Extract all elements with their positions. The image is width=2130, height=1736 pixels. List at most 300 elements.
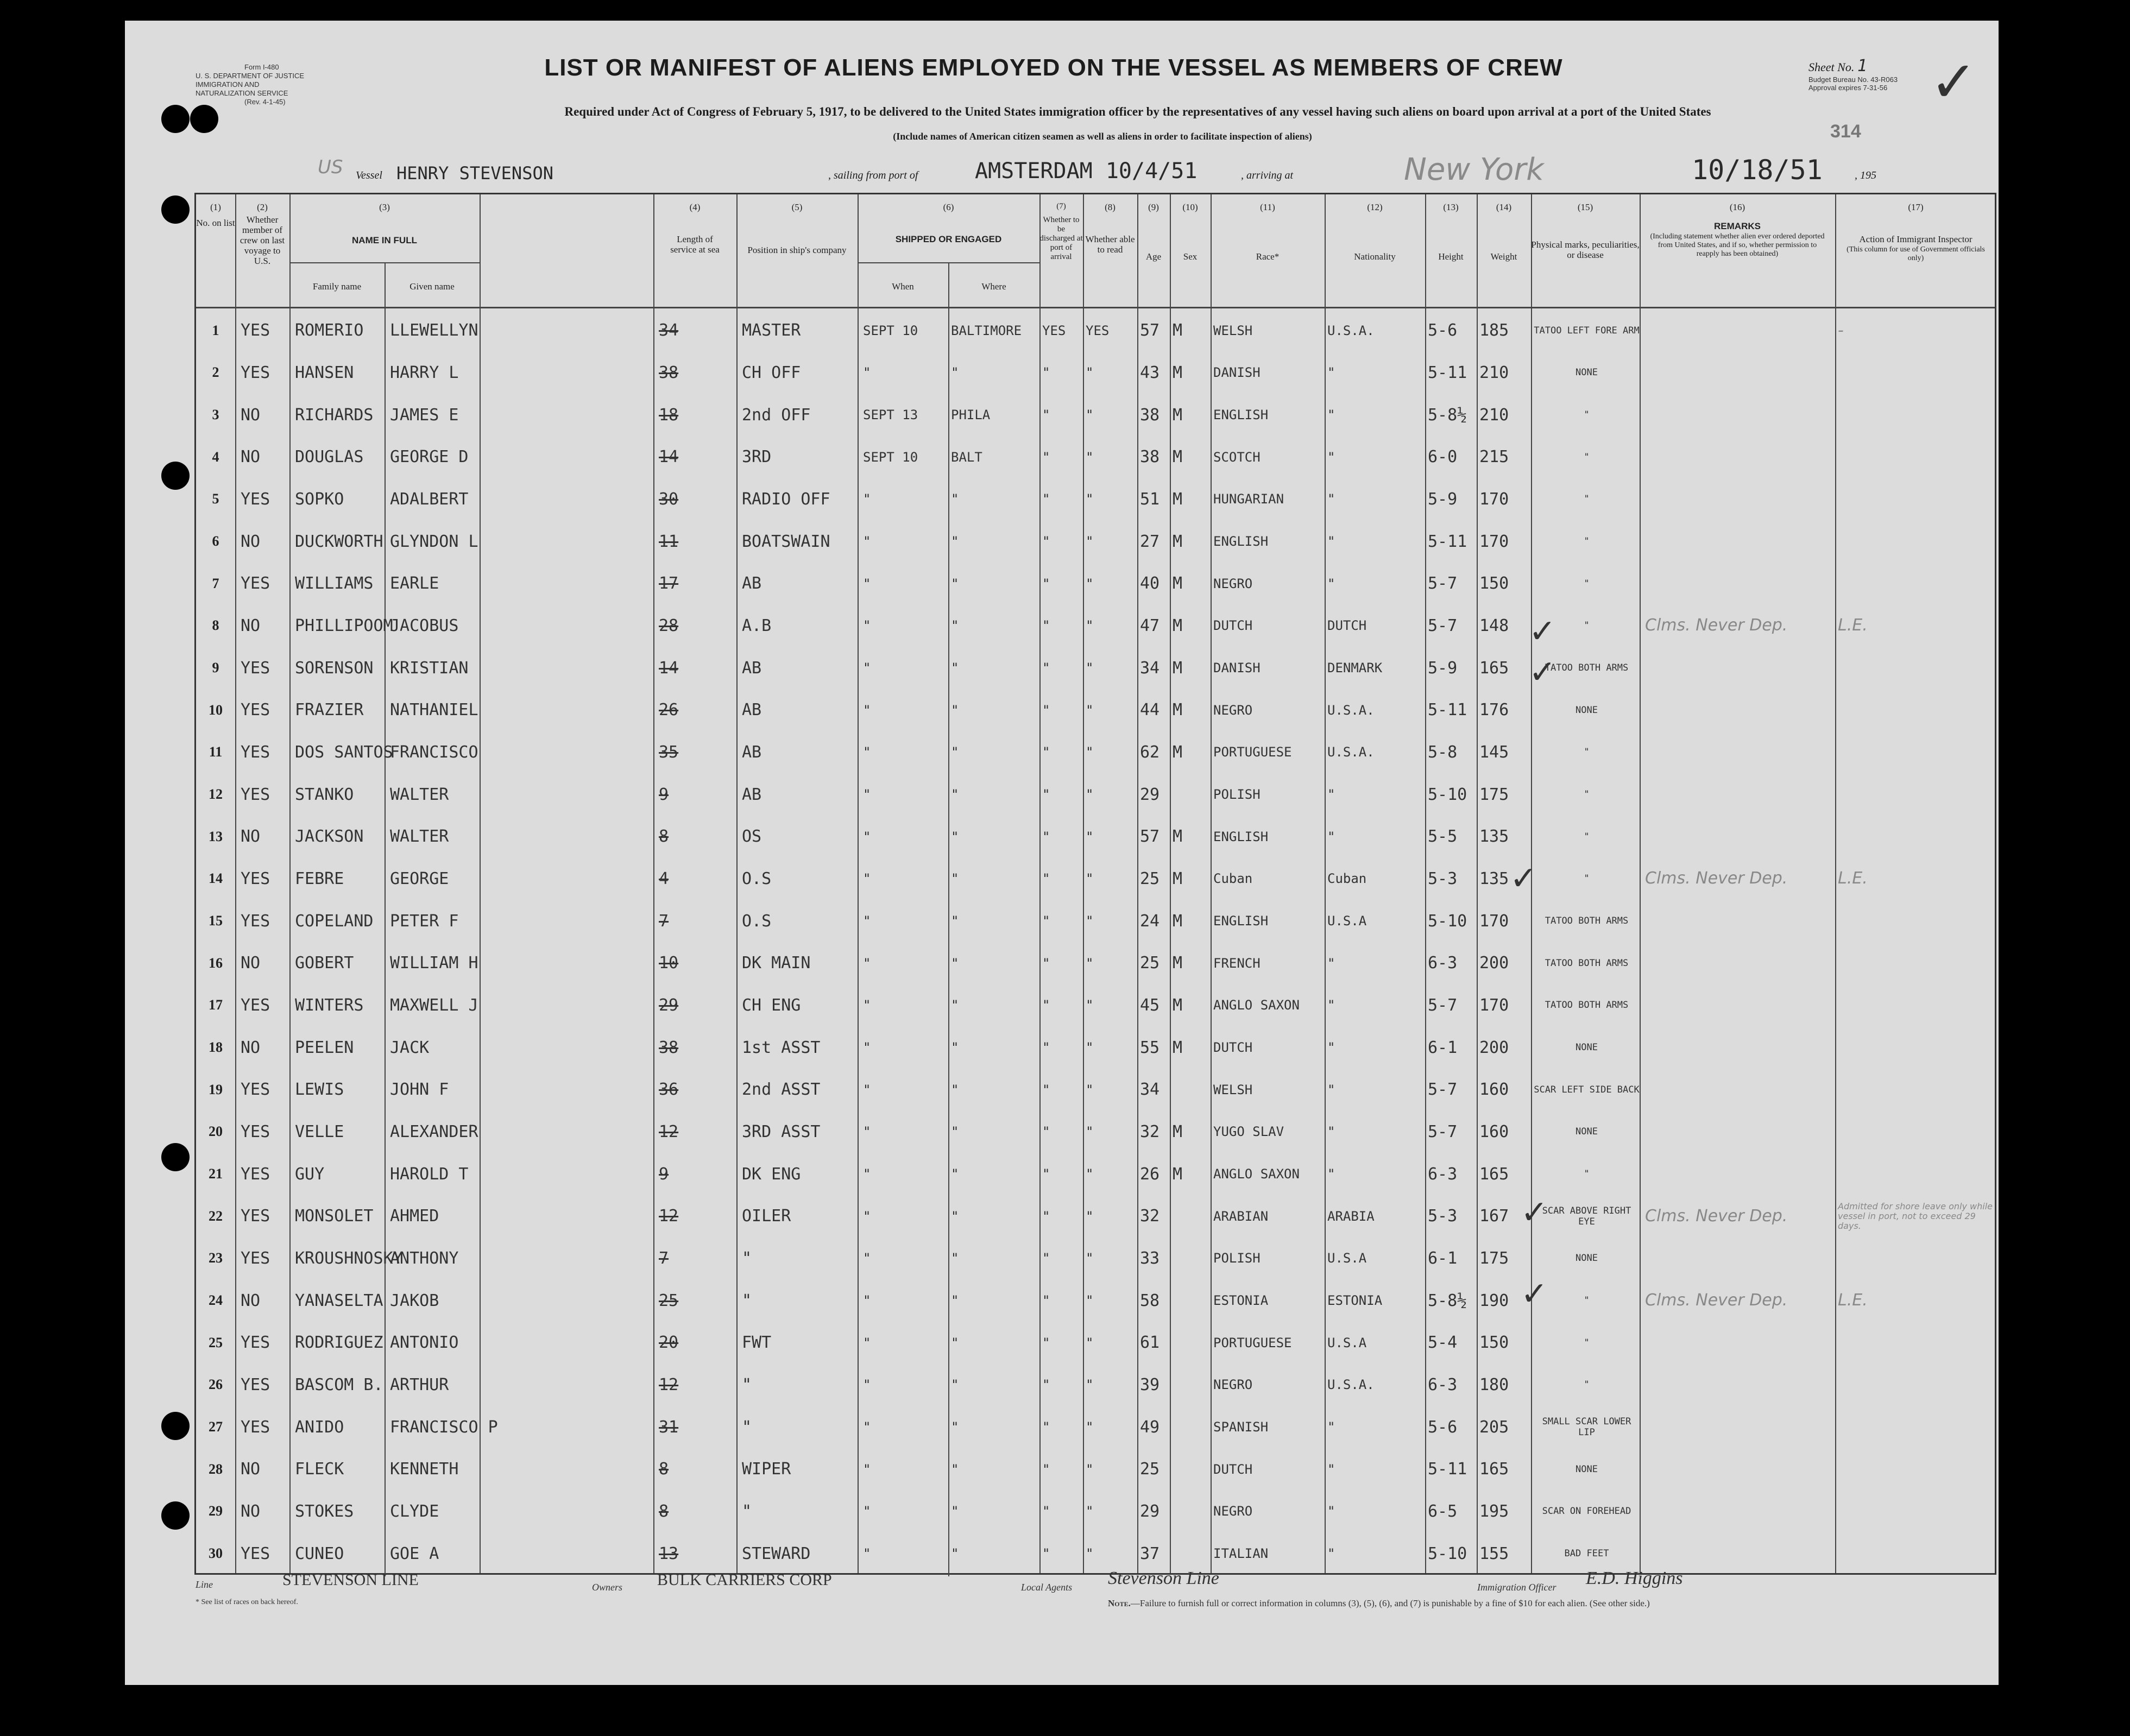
cell-marks: "	[1584, 409, 1590, 421]
cell-n: 10	[209, 702, 223, 718]
cell-marks: TATOO BOTH ARMS	[1545, 957, 1629, 969]
vessel-prefix: US	[318, 156, 343, 178]
cell-action	[1838, 816, 1995, 858]
cell-height: 5-3	[1428, 1207, 1458, 1226]
cell-sex	[1173, 1238, 1211, 1280]
cell-disch: "	[1042, 829, 1050, 844]
cell-marks: "	[1584, 1169, 1590, 1180]
cell-n: 9	[212, 660, 219, 676]
cell-family: WILLIAMS	[295, 574, 374, 594]
cell-action	[1838, 1532, 1995, 1575]
cell-position: "	[742, 1417, 752, 1437]
cell-given: AHMED	[390, 1207, 439, 1226]
cell-n: 29	[209, 1503, 223, 1519]
cell-service: 28	[659, 616, 679, 635]
cell-family: COPELAND	[295, 911, 374, 931]
cell-weight: 150	[1479, 1333, 1509, 1353]
cell-position: AB	[742, 658, 762, 678]
cell-action	[1838, 731, 1995, 774]
cell-read: "	[1086, 998, 1094, 1013]
cell-given: HAROLD T	[390, 1164, 469, 1184]
form-dept: U. S. DEPARTMENT OF JUSTICE	[196, 72, 305, 80]
table-row	[196, 1406, 1995, 1448]
cell-position: CH OFF	[742, 363, 801, 382]
table-row	[196, 647, 1995, 689]
cell-read: "	[1086, 1208, 1094, 1224]
cell-when: "	[863, 660, 871, 676]
cell-given: JACK	[390, 1038, 430, 1057]
cell-position: 1st ASST	[742, 1038, 821, 1057]
cell-race: FRENCH	[1213, 955, 1261, 971]
cell-marks: SCAR ABOVE RIGHT EYE	[1542, 1205, 1631, 1227]
cell-when: SEPT 10	[863, 449, 918, 465]
cell-weight: 200	[1479, 1038, 1509, 1057]
cell-sex: M	[1173, 1164, 1183, 1184]
cell-remarks	[1645, 1238, 1832, 1280]
cell-age: 32	[1140, 1207, 1160, 1226]
cell-race: DUTCH	[1213, 1040, 1253, 1056]
cell-height: 5-11	[1428, 363, 1467, 382]
cell-age: 33	[1140, 1248, 1160, 1268]
cell-marks: "	[1584, 1295, 1590, 1306]
cell-sex: M	[1173, 616, 1183, 635]
punch-hole	[190, 105, 218, 133]
cell-race: YUGO SLAV	[1213, 1124, 1284, 1140]
cell-weight: 195	[1479, 1501, 1509, 1521]
cell-disch: "	[1042, 1082, 1050, 1097]
vessel-line	[318, 151, 2001, 189]
table-row	[196, 816, 1995, 858]
cell-height: 5-10	[1428, 1544, 1467, 1563]
cell-service: 12	[659, 1375, 679, 1394]
header-col4: (4) Length of service at sea	[670, 202, 720, 255]
cell-given: JAKOB	[390, 1291, 439, 1310]
cell-sex: M	[1173, 1038, 1183, 1057]
cell-position: AB	[742, 700, 762, 720]
cell-n: 27	[209, 1419, 223, 1435]
table-row	[196, 436, 1995, 478]
cell-given: JAMES E	[390, 405, 459, 425]
header-col16: (16) REMARKS (Including statement whether alien ever ordered deported from United States, and if so, whether permission to reapply has been obtained)	[1650, 202, 1825, 258]
cell-sex: M	[1173, 911, 1183, 931]
cell-age: 34	[1140, 1080, 1160, 1100]
cell-nat: U.S.A	[1327, 1335, 1367, 1350]
table-row	[196, 689, 1995, 731]
footer-races-note: * See list of races on back hereof.	[196, 1598, 298, 1606]
cell-service: 12	[659, 1207, 679, 1226]
cell-service: 9	[659, 785, 669, 804]
sailing-label: , sailing from port of	[828, 169, 918, 181]
table-row	[196, 520, 1995, 563]
cell-when: "	[863, 1293, 871, 1309]
cell-action: -	[1838, 320, 1844, 340]
cell-service: 11	[659, 532, 679, 551]
cell-height: 5-5	[1428, 827, 1458, 847]
cell-service: 20	[659, 1333, 679, 1353]
cell-disch: "	[1042, 1251, 1050, 1266]
cell-weight: 155	[1479, 1544, 1509, 1563]
cell-family: ROMERIO	[295, 321, 364, 340]
cell-read: "	[1086, 407, 1094, 423]
cell-family: ANIDO	[295, 1417, 344, 1437]
cell-crew: NO	[241, 1501, 261, 1521]
header-col15: (15) Physical marks, peculiarities, or disease	[1531, 202, 1640, 260]
page-title: LIST OR MANIFEST OF ALIENS EMPLOYED ON THE VESSEL AS MEMBERS OF CREW	[544, 54, 1563, 81]
header-col6: (6) SHIPPED OR ENGAGED	[895, 202, 1002, 244]
cell-nat: "	[1327, 576, 1335, 591]
cell-age: 32	[1140, 1122, 1160, 1141]
cell-action	[1838, 436, 1995, 478]
cell-when: "	[863, 1166, 871, 1182]
cell-remarks	[1645, 478, 1832, 521]
cell-disch: "	[1042, 1166, 1050, 1182]
cell-family: FRAZIER	[295, 700, 364, 720]
cell-action: L.E.	[1838, 869, 1868, 888]
cell-crew: YES	[241, 742, 270, 762]
cell-height: 6-3	[1428, 954, 1458, 973]
cell-race: PORTUGUESE	[1213, 744, 1292, 760]
cell-race: ITALIAN	[1213, 1546, 1269, 1562]
cell-race: ARABIAN	[1213, 1208, 1269, 1224]
cell-where: "	[951, 913, 959, 929]
cell-when: "	[863, 913, 871, 929]
cell-marks: NONE	[1576, 1042, 1598, 1053]
cell-read: "	[1086, 913, 1094, 929]
cell-weight: 215	[1479, 447, 1509, 467]
cell-sex: M	[1173, 869, 1183, 888]
cell-race: ANGLO SAXON	[1213, 998, 1300, 1013]
cell-nat: "	[1327, 491, 1335, 507]
cell-action	[1838, 1111, 1995, 1153]
cell-crew: YES	[241, 1417, 270, 1437]
header-where: Where	[981, 281, 1006, 292]
cell-crew: NO	[241, 532, 261, 551]
cell-service: 7	[659, 1248, 669, 1268]
cell-race: NEGRO	[1213, 1504, 1253, 1519]
cell-remarks	[1645, 689, 1832, 731]
cell-service: 26	[659, 700, 679, 720]
cell-age: 47	[1140, 616, 1160, 635]
cell-remarks	[1645, 394, 1832, 436]
cell-read: "	[1086, 871, 1094, 887]
cell-height: 5-8½	[1428, 405, 1467, 425]
table-row	[196, 563, 1995, 605]
cell-disch: "	[1042, 787, 1050, 803]
cell-crew: NO	[241, 827, 261, 847]
cell-remarks	[1645, 773, 1832, 816]
cell-nat: ARABIA	[1327, 1208, 1375, 1224]
cell-where: "	[951, 534, 959, 550]
cell-when: "	[863, 1251, 871, 1266]
cell-family: FEBRE	[295, 869, 344, 888]
cell-remarks	[1645, 1069, 1832, 1111]
cell-where: "	[951, 1546, 959, 1562]
cell-n: 3	[212, 407, 219, 423]
cell-height: 6-3	[1428, 1375, 1458, 1394]
cell-position: WIPER	[742, 1460, 791, 1479]
cell-weight: 148	[1479, 616, 1509, 635]
cell-read: "	[1086, 1335, 1094, 1350]
cell-disch: "	[1042, 618, 1050, 634]
cell-position: O.S	[742, 869, 772, 888]
cell-action	[1838, 478, 1995, 521]
cell-sex: M	[1173, 995, 1183, 1015]
cell-weight: 210	[1479, 363, 1509, 382]
cell-nat: "	[1327, 829, 1335, 844]
cell-given: WALTER	[390, 785, 449, 804]
cell-action: L.E.	[1838, 616, 1868, 635]
cell-disch: "	[1042, 955, 1050, 971]
cell-where: "	[951, 491, 959, 507]
cell-position: "	[742, 1375, 752, 1394]
checkmark-row24: ✓	[1521, 1275, 1548, 1313]
checkmark-row22: ✓	[1521, 1194, 1548, 1232]
cell-race: ENGLISH	[1213, 407, 1269, 423]
cell-action	[1838, 1069, 1995, 1111]
cell-position: BOATSWAIN	[742, 532, 830, 551]
cell-weight: 170	[1479, 995, 1509, 1015]
cell-position: OILER	[742, 1207, 791, 1226]
cell-sex: M	[1173, 700, 1183, 720]
large-checkmark: ✓	[1933, 42, 1973, 118]
cell-read: "	[1086, 1082, 1094, 1097]
cell-nat: "	[1327, 787, 1335, 803]
cell-marks: "	[1584, 789, 1590, 800]
cell-service: 35	[659, 742, 679, 762]
cell-disch: "	[1042, 1504, 1050, 1519]
cell-height: 5-6	[1428, 321, 1458, 340]
cell-given: GLYNDON L	[390, 532, 478, 551]
cell-remarks	[1645, 436, 1832, 478]
cell-when: "	[863, 534, 871, 550]
cell-position: AB	[742, 574, 762, 594]
cell-n: 30	[209, 1545, 223, 1562]
cell-n: 19	[209, 1081, 223, 1097]
footer-owners-label: Owners	[592, 1582, 623, 1593]
cell-where: "	[951, 1166, 959, 1182]
table-row	[196, 984, 1995, 1027]
cell-race: SCOTCH	[1213, 449, 1261, 465]
cell-read: "	[1086, 1251, 1094, 1266]
cell-nat: Cuban	[1327, 871, 1367, 887]
cell-service: 8	[659, 827, 669, 847]
cell-marks: TATOO BOTH ARMS	[1545, 1000, 1629, 1011]
cell-remarks	[1645, 1406, 1832, 1448]
cell-n: 7	[212, 575, 219, 591]
cell-nat: "	[1327, 955, 1335, 971]
cell-age: 58	[1140, 1291, 1160, 1310]
cell-given: EARLE	[390, 574, 439, 594]
table-row	[196, 1238, 1995, 1280]
cell-when: "	[863, 1082, 871, 1097]
cell-marks: TATOO BOTH ARMS	[1545, 916, 1629, 927]
cell-nat: ESTONIA	[1327, 1293, 1383, 1309]
footer-officer-label: Immigration Officer	[1477, 1582, 1556, 1593]
cell-weight: 176	[1479, 700, 1509, 720]
cell-disch: "	[1042, 534, 1050, 550]
cell-disch: "	[1042, 744, 1050, 760]
cell-when: "	[863, 1208, 871, 1224]
cell-where: "	[951, 660, 959, 676]
cell-service: 30	[659, 489, 679, 509]
cell-age: 34	[1140, 658, 1160, 678]
cell-nat: U.S.A	[1327, 913, 1367, 929]
cell-race: WELSH	[1213, 1082, 1253, 1097]
arrival-date: 10/18/51	[1692, 154, 1823, 186]
cell-given: FRANCISCO	[390, 742, 478, 762]
cell-position: 3RD ASST	[742, 1122, 821, 1141]
cell-read: "	[1086, 1461, 1094, 1477]
cell-age: 39	[1140, 1375, 1160, 1394]
cell-service: 12	[659, 1122, 679, 1141]
arriving-label: , arriving at	[1241, 169, 1294, 181]
cell-disch: "	[1042, 660, 1050, 676]
cell-crew: NO	[241, 954, 261, 973]
cell-marks: TATOO LEFT FORE ARM	[1534, 325, 1640, 336]
cell-read: "	[1086, 1419, 1094, 1435]
cell-position: FWT	[742, 1333, 772, 1353]
cell-when: "	[863, 1546, 871, 1562]
punch-hole	[161, 105, 190, 133]
cell-position: "	[742, 1501, 752, 1521]
cell-family: GOBERT	[295, 954, 354, 973]
cell-remarks	[1645, 310, 1832, 352]
cell-height: 6-1	[1428, 1248, 1458, 1268]
cell-nat: "	[1327, 1040, 1335, 1056]
cell-when: "	[863, 1377, 871, 1393]
cell-n: 28	[209, 1461, 223, 1477]
cell-remarks	[1645, 1364, 1832, 1406]
cell-service: 31	[659, 1417, 679, 1437]
cell-crew: NO	[241, 616, 261, 635]
cell-n: 25	[209, 1334, 223, 1350]
cell-sex: M	[1173, 954, 1183, 973]
cell-where: "	[951, 1251, 959, 1266]
cell-family: FLECK	[295, 1460, 344, 1479]
cell-race: ENGLISH	[1213, 829, 1269, 844]
cell-weight: 175	[1479, 1248, 1509, 1268]
cell-family: LEWIS	[295, 1080, 344, 1100]
cell-height: 5-7	[1428, 574, 1458, 594]
cell-where: "	[951, 1082, 959, 1097]
cell-n: 14	[209, 870, 223, 887]
cell-family: JACKSON	[295, 827, 364, 847]
cell-where: "	[951, 955, 959, 971]
cell-position: AB	[742, 785, 762, 804]
cell-where: "	[951, 702, 959, 718]
cell-sex: M	[1173, 405, 1183, 425]
cell-age: 40	[1140, 574, 1160, 594]
cell-height: 5-9	[1428, 489, 1458, 509]
cell-remarks	[1645, 647, 1832, 689]
budget-bureau: Budget Bureau No. 43-R063	[1808, 75, 1898, 84]
cell-when: "	[863, 491, 871, 507]
cell-sex: M	[1173, 489, 1183, 509]
cell-remarks	[1645, 563, 1832, 605]
cell-crew: YES	[241, 1080, 270, 1100]
cell-service: 7	[659, 911, 669, 931]
cell-crew: YES	[241, 1248, 270, 1268]
table-row	[196, 1195, 1995, 1238]
cell-disch: "	[1042, 1546, 1050, 1562]
cell-remarks: Clms. Never Dep.	[1645, 616, 1788, 635]
cell-sex: M	[1173, 363, 1183, 382]
cell-given: JACOBUS	[390, 616, 459, 635]
cell-crew: YES	[241, 363, 270, 382]
cell-crew: YES	[241, 1164, 270, 1184]
cell-age: 57	[1140, 827, 1160, 847]
cell-nat: U.S.A.	[1327, 1377, 1375, 1393]
cell-sex	[1173, 1491, 1211, 1533]
cell-family: WINTERS	[295, 995, 364, 1015]
cell-sex: M	[1173, 742, 1183, 762]
cell-service: 29	[659, 995, 679, 1015]
cell-remarks: Clms. Never Dep.	[1645, 1291, 1788, 1310]
cell-where: "	[951, 1124, 959, 1140]
cell-given: CLYDE	[390, 1501, 439, 1521]
cell-action: Admitted for shore leave only while vessel in port, not to exceed 29 days.	[1838, 1201, 1993, 1231]
cell-service: 34	[659, 321, 679, 340]
cell-given: ANTONIO	[390, 1333, 459, 1353]
cell-disch: "	[1042, 702, 1050, 718]
page-subtitle: Required under Act of Congress of February 5, 1917, to be delivered to the United States immigration officer by the representatives of any vessel having such aliens on board upon arrival at a port of the United States	[564, 105, 1711, 118]
cell-where: "	[951, 787, 959, 803]
cell-service: 17	[659, 574, 679, 594]
cell-n: 4	[212, 449, 219, 465]
cell-height: 5-6	[1428, 1417, 1458, 1437]
cell-disch: "	[1042, 1293, 1050, 1309]
footer-line-value: STEVENSON LINE	[282, 1571, 419, 1589]
cell-n: 6	[212, 533, 219, 550]
cell-sex	[1173, 1448, 1211, 1491]
cell-position: 2nd OFF	[742, 405, 811, 425]
cell-position: "	[742, 1291, 752, 1310]
cell-where: "	[951, 744, 959, 760]
table-row	[196, 352, 1995, 394]
cell-family: SOPKO	[295, 489, 344, 509]
cell-given: HARRY L	[390, 363, 459, 382]
cell-action	[1838, 1364, 1995, 1406]
form-rev: (Rev. 4-1-45)	[244, 98, 286, 106]
cell-marks: BAD FEET	[1564, 1548, 1609, 1560]
cell-n: 20	[209, 1123, 223, 1140]
cell-read: "	[1086, 1166, 1094, 1182]
cell-position: A.B	[742, 616, 772, 635]
cell-weight: 200	[1479, 954, 1509, 973]
cell-weight: 170	[1479, 911, 1509, 931]
cell-crew: YES	[241, 1333, 270, 1353]
cell-disch: "	[1042, 1461, 1050, 1477]
cell-family: CUNEO	[295, 1544, 344, 1563]
cell-service: 13	[659, 1544, 679, 1563]
cell-given: JOHN F	[390, 1080, 449, 1100]
cell-age: 37	[1140, 1544, 1160, 1563]
header-col14: (14) Weight	[1490, 202, 1517, 262]
cell-race: NEGRO	[1213, 1377, 1253, 1393]
footer-note	[1108, 1598, 1650, 1609]
cell-weight: 180	[1479, 1375, 1509, 1394]
cell-marks: SCAR ON FOREHEAD	[1542, 1506, 1631, 1517]
cell-age: 24	[1140, 911, 1160, 931]
cell-remarks	[1645, 942, 1832, 984]
cell-sex: M	[1173, 658, 1183, 678]
cell-read: "	[1086, 1293, 1094, 1309]
cell-height: 5-7	[1428, 995, 1458, 1015]
cell-when: "	[863, 829, 871, 844]
cell-marks: "	[1584, 494, 1590, 505]
cell-disch: "	[1042, 576, 1050, 591]
cell-remarks	[1645, 816, 1832, 858]
